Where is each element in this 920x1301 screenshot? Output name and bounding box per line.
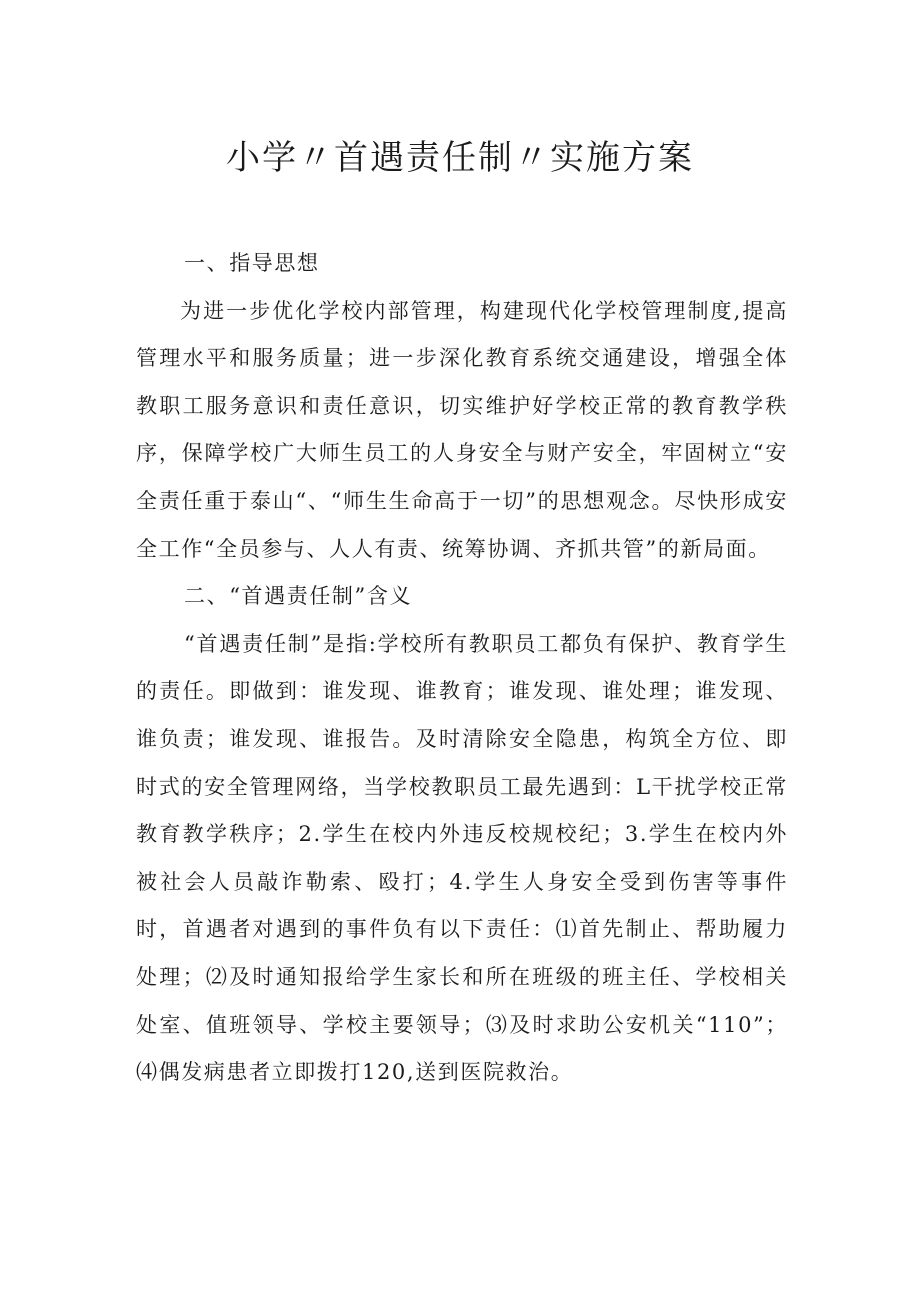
- section-paragraph-meaning: “首遇责任制”是指:学校所有教职员工都负有保护、教育学生的责任。即做到：谁发现、谁教育；谁发现、谁处理；谁发现、谁负责；谁发现、谁报告。及时清除安全隐患，构筑全方位、即时式的安全管理网络，当学校教职员工最先遇到：L干扰学校正常教育教学秩序；2.学生在校内外违反校规校纪；3.学生在校内外被社会人员敲诈勒索、殴打；4.学生人身安全受到伤害等事件时，首遇者对遇到的事件负有以下责任：⑴首先制止、帮助履力处理；⑵及时通知报给学生家长和所在班级的班主任、学校相关处室、值班领导、学校主要领导；⑶及时求助公安机关“110”；⑷偶发病患者立即拨打120,送到医院救治。: [136, 631, 788, 1085]
- section-paragraph-guiding-ideology: 为进一步优化学校内部管理，构建现代化学校管理制度,提高管理水平和服务质量；进一步深化教育系统交通建设，增强全体教职工服务意识和责任意识，切实维护好学校正常的教育教学秩序，保障学校广大师生员工的人身安全与财产安全，牢固树立“安全责任重于泰山“、“师生生命高于一切”的思想观念。尽快形成安全工作“全员参与、人人有责、统筹协调、齐抓共管”的新局面。: [136, 298, 788, 561]
- document-title: 小学〃首遇责任制〃实施方案: [226, 138, 694, 178]
- section-heading-meaning: 二、“首遇责任制”含义: [184, 584, 413, 609]
- section-heading-guiding-ideology: 一、指导思想: [184, 251, 320, 275]
- document-body: [136, 240, 788, 1097]
